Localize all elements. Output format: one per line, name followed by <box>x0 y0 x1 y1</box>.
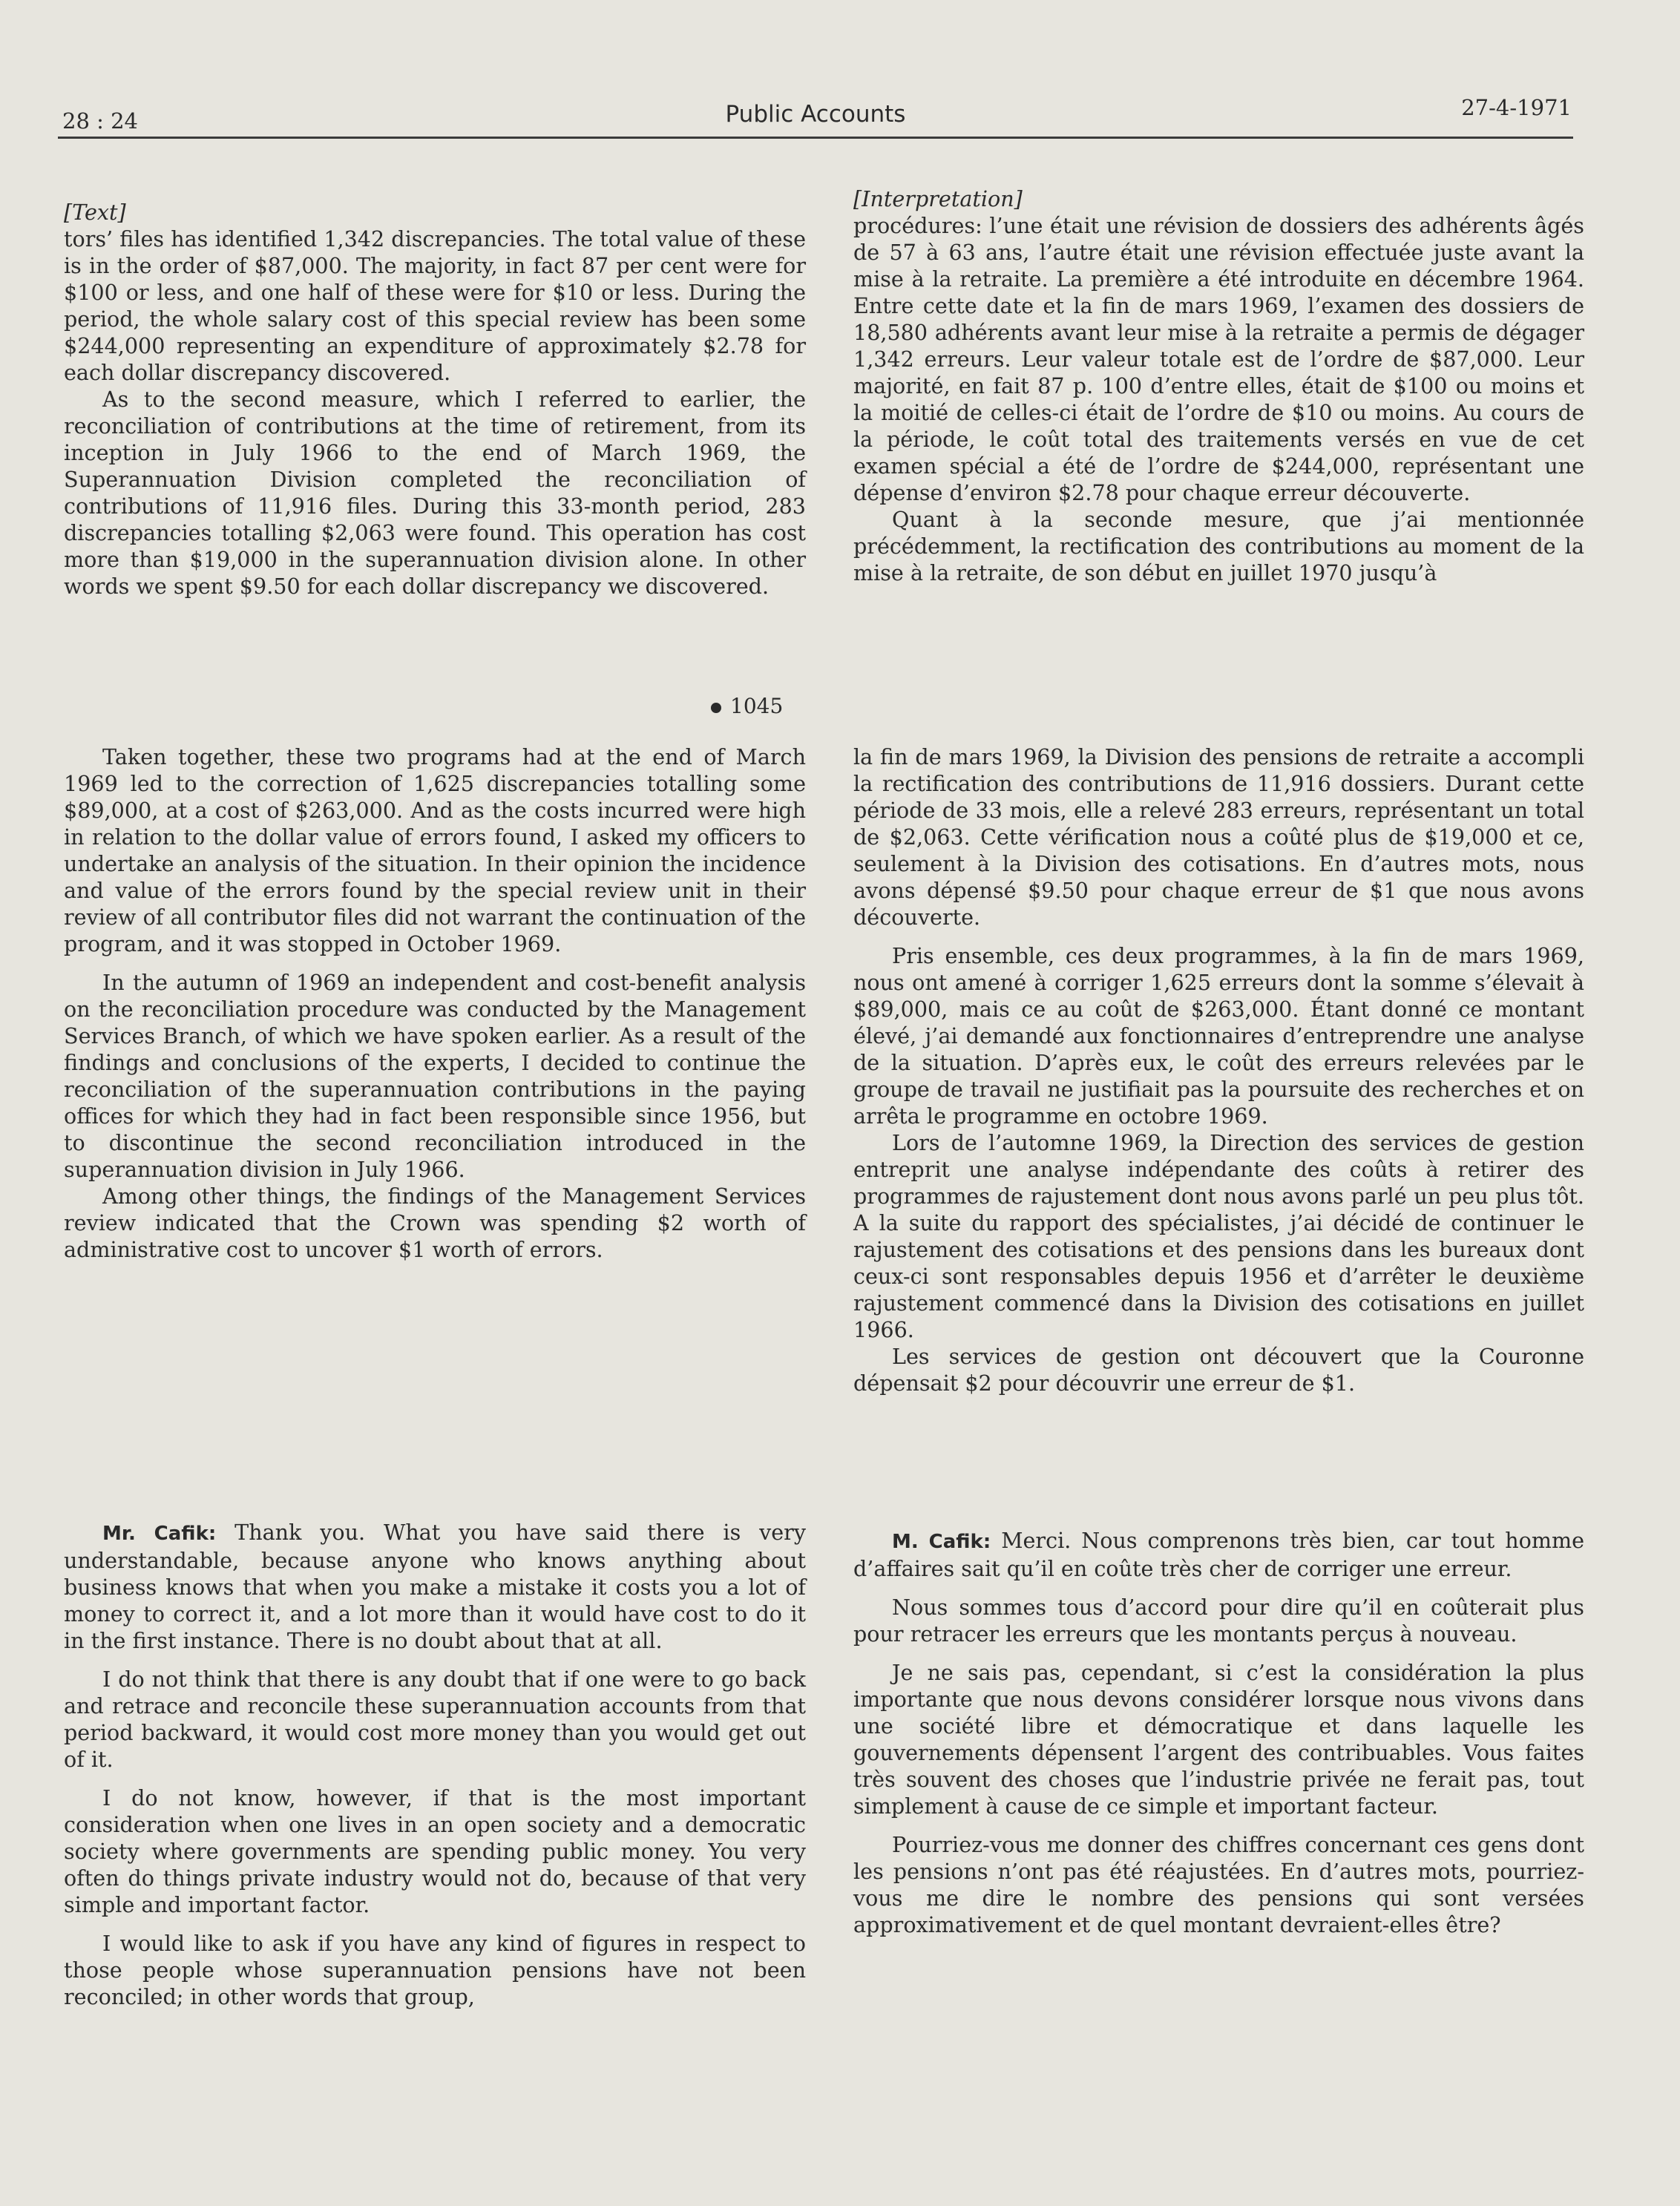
speaker-paragraph <box>853 1527 1584 1582</box>
paragraph: tors’ files has identified 1,342 discrepancies. The total value of these is in the order of $87,000. The majority, in fact 87 per cent were for $100 or less, and one half of these were for $10 or less. During the period, the whole salary cost of this special review has been some $244,000 representing an expenditure of approximately $2.78 for each dollar discrepancy discovered. <box>64 226 806 385</box>
left-column-top <box>64 199 806 600</box>
text-label: [Text] <box>64 200 126 225</box>
interpretation-label: [Interpretation] <box>853 186 1023 211</box>
speaker-text: Thank you. What you have said there is very understandable, because anyone who knows anything about business knows that when you make a mistake it costs you a lot of money to correct it, and a lot more than it would have cost to do it in the first instance. There is no doubt about that at all. <box>64 1520 806 1653</box>
paragraph: Taken together, these two programs had at the end of March 1969 led to the correction of 1,625 discrepancies totalling some $89,000, at a cost of $263,000. And as the costs incurred were high in relation to the dollar value of errors found, I asked my officers to undertake an analysis of the situation. In their opinion the incidence and value of the errors found by the special review unit in their review of all contributor files did not warrant the continuation of the program, and it was stopped in October 1969. <box>64 744 806 956</box>
paragraph: Pris ensemble, ces deux programmes, à la fin de mars 1969, nous ont amené à corriger 1,625 erreurs dont la somme s’élevait à $89,000, mais ce au coût de $263,000. Étant donné ce montant élevé, j’ai demandé aux fonctionnaires d’entreprendre une analyse de la situation. D’après eux, le coût des erreurs relevées par le groupe de travail ne justifiait pas la poursuite des recherches et on arrêta le programme en octobre 1969. <box>853 943 1584 1129</box>
speaker-name: M. Cafik: <box>892 1531 991 1553</box>
paragraph: Lors de l’automne 1969, la Direction des services de gestion entreprit une analyse indépendante des coûts à retirer des programmes de rajustement dont nous avons parlé un peu plus tôt. A la suite du rapport des spécialistes, j’ai décidé de continuer le rajustement des cotisations et des pensions dans les bureaux dont ceux-ci sont responsables depuis 1956 et d’arrêter le deuxième rajustement commencé dans la Division des cotisations en juillet 1966. <box>853 1130 1584 1342</box>
page-number: 28 : 24 <box>62 108 139 134</box>
paragraph: Quant à la seconde mesure, que j’ai mentionnée précédemment, la rectification des contributions au moment de la mise à la retraite, de son début en juillet 1970 jusqu’à <box>853 507 1584 585</box>
paragraph: I do not think that there is any doubt that if one were to go back and retrace and reconcile these superannuation accounts from that period backward, it would cost more money than you would get out of it. <box>64 1667 806 1772</box>
sequence-marker <box>711 694 783 718</box>
paragraph: Among other things, the findings of the Management Services review indicated that the Crown was spending $2 worth of administrative cost to uncover $1 worth of errors. <box>64 1184 806 1262</box>
paragraph: Je ne sais pas, cependant, si c’est la considération la plus importante que nous devons considérer lorsque nous vivons dans une société libre et démocratique et dans laquelle les gouvernements dépensent l’argent des contribuables. Vous faites très souvent des choses que l’industrie privée ne ferait pas, tout simplement à cause de ce simple et important facteur. <box>853 1660 1584 1819</box>
paragraph: Pourriez-vous me donner des chiffres concernant ces gens dont les pensions n’ont pas été réajustées. En d’autres mots, pourriez-vous me dire le nombre des pensions qui sont versées approximativement et de quel montant devraient-elles être? <box>853 1832 1584 1937</box>
speaker-name: Mr. Cafik: <box>102 1523 217 1545</box>
page-date: 27-4-1971 <box>1461 95 1572 120</box>
speaker-text: Merci. Nous comprenons très bien, car tout homme d’affaires sait qu’il en coûte très cher de corriger une erreur. <box>853 1528 1584 1581</box>
paragraph: In the autumn of 1969 an independent and cost-benefit analysis on the reconciliation procedure was conducted by the Management Services Branch, of which we have spoken earlier. As a result of the findings and conclusions of the experts, I decided to continue the reconciliation of the superannuation contributions in the paying offices for which they had in fact been responsible since 1956, but to discontinue the second reconciliation introduced in the superannuation division in July 1966. <box>64 970 806 1182</box>
bullet-icon <box>711 703 721 713</box>
paragraph: I do not know, however, if that is the most important consideration when one lives in an open society and a democratic society where governments are spending public money. You very often do things private industry would not do, because of that very simple and important factor. <box>64 1785 806 1917</box>
right-column-bottom <box>853 1527 1584 1938</box>
paragraph: I would like to ask if you have any kind of figures in respect to those people whose superannuation pensions have not been reconciled; in other words that group, <box>64 1931 806 2009</box>
left-column-middle <box>64 743 806 1263</box>
paragraph: Les services de gestion ont découvert que la Couronne dépensait $2 pour découvrir une erreur de $1. <box>853 1344 1584 1396</box>
paragraph: procédures: l’une était une révision de dossiers des adhérents âgés de 57 à 63 ans, l’autre était une révision effectuée juste avant la mise à la retraite. La première a été introduite en décembre 1964. Entre cette date et la fin de mars 1969, l’examen des dossiers de 18,580 adhérents avant leur mise à la retraite a permis de dégager 1,342 erreurs. Leur valeur totale est de l’ordre de $87,000. Leur majorité, en fait 87 p. 100 d’entre elles, était de $100 ou moins et la moitié de celles-ci était de l’ordre de $10 ou moins. Au cours de la période, le coût total des traitements versés en vue de cet examen spécial a été de l’ordre de $244,000, représentant une dépense d’environ $2.78 pour chaque erreur découverte. <box>853 213 1584 505</box>
sequence-number: 1045 <box>730 694 784 718</box>
right-column-middle <box>853 743 1584 1396</box>
right-column-top <box>853 186 1584 586</box>
left-column-bottom <box>64 1519 806 2010</box>
page-title: Public Accounts <box>725 101 906 128</box>
paragraph: la fin de mars 1969, la Division des pensions de retraite a accompli la rectification des contributions de 11,916 dossiers. Durant cette période de 33 mois, elle a relevé 283 erreurs, représentant un total de $2,063. Cette vérification nous a coûté plus de $19,000 et ce, seulement à la Division des cotisations. En d’autres mots, nous avons dépensé $9.50 pour chaque erreur de $1 que nous avons découverte. <box>853 744 1584 930</box>
page-header <box>58 95 1573 139</box>
paragraph: As to the second measure, which I referred to earlier, the reconciliation of contributions at the time of retirement, from its inception in July 1966 to the end of March 1969, the Superannuation Division completed the reconciliation of contributions of 11,916 files. During this 33-month period, 283 discrepancies totalling $2,063 were found. This operation has cost more than $19,000 in the superannuation division alone. In other words we spent $9.50 for each dollar discrepancy we discovered. <box>64 387 806 599</box>
speaker-paragraph <box>64 1519 806 1654</box>
paragraph: Nous sommes tous d’accord pour dire qu’il en coûterait plus pour retracer les erreurs que les montants perçus à nouveau. <box>853 1595 1584 1647</box>
